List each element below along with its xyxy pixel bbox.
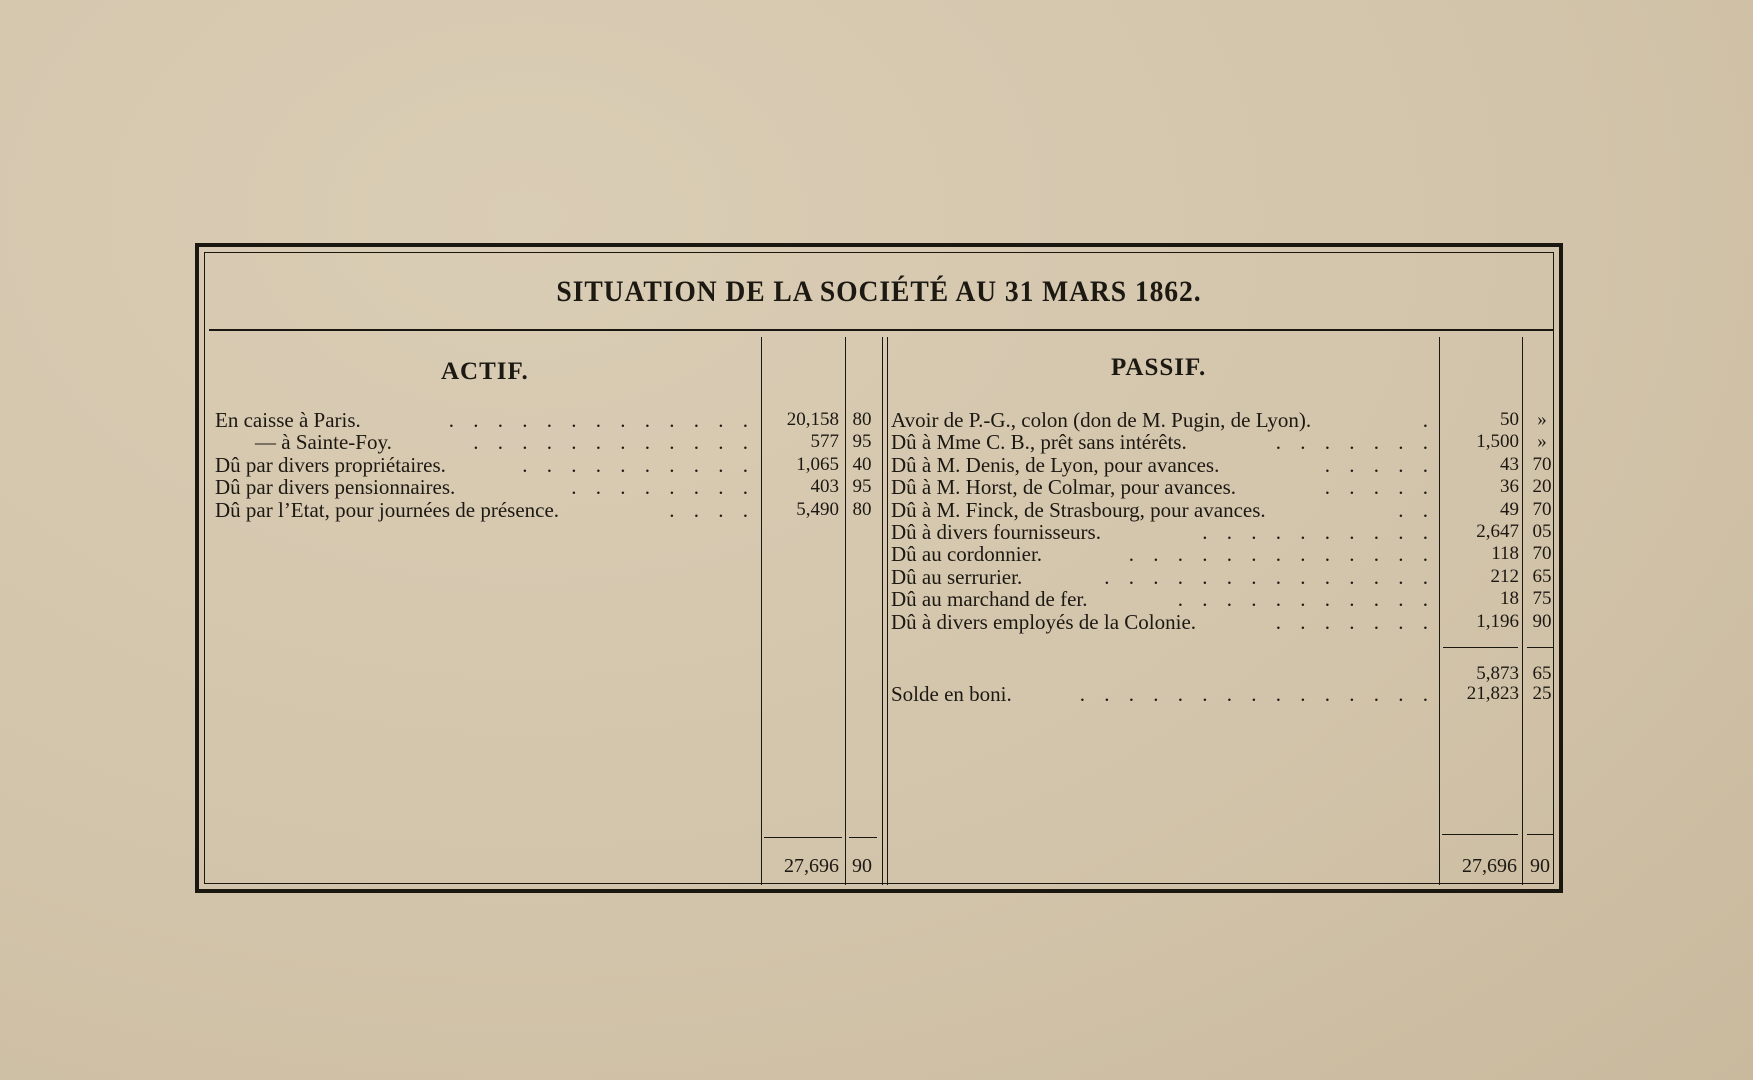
row-cents: 95 xyxy=(852,476,872,498)
row-amount: 1,196 xyxy=(1476,610,1519,632)
row-cents: 80 xyxy=(852,498,872,520)
passif-subtotal-cents: 65 xyxy=(1532,663,1552,684)
table-row xyxy=(891,611,1561,633)
row-cents: » xyxy=(1537,409,1547,430)
balance-sheet-table xyxy=(195,243,1563,893)
row-amount: 49 xyxy=(1500,498,1519,520)
leader-dots: . . . . . . . . . . xyxy=(1202,520,1435,544)
row-label: Dû par divers pensionnaires. xyxy=(215,475,456,500)
row-label: Dû à divers fournisseurs. xyxy=(891,519,1101,544)
row-label: Dû à Mme C. B., prêt sans intérêts. xyxy=(891,430,1187,455)
row-amount: 577 xyxy=(810,431,839,453)
passif-total-rule-amount xyxy=(1442,834,1518,835)
row-amount: 2,647 xyxy=(1476,520,1519,542)
row-cents: 65 xyxy=(1532,565,1552,587)
row-amount: 1,500 xyxy=(1476,431,1519,453)
actif-total-rule-amount xyxy=(764,837,842,838)
leader-dots: . . . . . . . . . . xyxy=(522,453,755,477)
row-cents: 70 xyxy=(1532,498,1552,520)
row-label: Dû à divers employés de la Colonie. xyxy=(891,609,1197,634)
row-amount: 212 xyxy=(1490,565,1519,587)
row-cents: 25 xyxy=(1532,683,1552,704)
passif-header: PASSIF. xyxy=(1111,354,1207,381)
actif-total-cents: 90 xyxy=(852,855,872,877)
row-cents: 80 xyxy=(852,409,872,430)
row-label: Dû au cordonnier. xyxy=(891,542,1043,567)
row-label: Solde en boni. xyxy=(891,682,1012,706)
row-label: Dû par divers propriétaires. xyxy=(215,452,446,477)
passif-solde xyxy=(891,683,1561,705)
leader-dots: . xyxy=(1422,409,1435,432)
title-divider xyxy=(209,329,1554,331)
leader-dots: . . . . . . . . . . . . xyxy=(473,431,755,454)
table-row xyxy=(215,454,895,476)
row-cents: 95 xyxy=(852,431,872,453)
row-label: Dû à M. Finck, de Strasbourg, pour avances. xyxy=(891,497,1266,522)
row-cents: 40 xyxy=(852,453,872,475)
row-cents: 05 xyxy=(1532,520,1552,542)
passif-subtotal-rule-amount xyxy=(1443,647,1518,648)
leader-dots: . . . . . . . . . . . . . xyxy=(448,409,755,432)
row-cents: » xyxy=(1537,431,1547,453)
table-row xyxy=(891,543,1561,565)
leader-dots: . . . . . . . xyxy=(1275,610,1435,633)
table-row xyxy=(891,521,1561,543)
row-label: En caisse à Paris. xyxy=(215,408,361,432)
passif-total-rule-cents xyxy=(1527,834,1553,835)
row-amount: 20,158 xyxy=(786,409,839,430)
row-amount: 403 xyxy=(810,476,839,498)
row-amount: 1,065 xyxy=(796,453,839,475)
leader-dots: . . . . xyxy=(669,498,755,521)
row-amount: 18 xyxy=(1500,588,1519,610)
passif-total-amount: 27,696 xyxy=(1462,855,1517,877)
passif-subtotal-amount: 5,873 xyxy=(1476,663,1519,684)
table-row xyxy=(891,431,1561,453)
table-row xyxy=(891,409,1561,431)
leader-dots: . . . . . . . . . . . . . . . xyxy=(1079,683,1435,706)
actif-rows xyxy=(215,409,895,521)
table-row xyxy=(891,588,1561,610)
row-cents: 70 xyxy=(1532,543,1552,565)
passif-subtotal-rule-cents xyxy=(1527,647,1553,648)
page-title: SITUATION DE LA SOCIÉTÉ AU 31 MARS 1862. xyxy=(556,275,1202,308)
table-row xyxy=(891,683,1561,705)
row-label: Dû à M. Denis, de Lyon, pour avances. xyxy=(891,452,1220,477)
row-label: Dû au marchand de fer. xyxy=(891,587,1088,612)
leader-dots: . . . . . xyxy=(1324,453,1435,477)
leader-dots: . . . . . . . . . . . . . . xyxy=(1104,565,1435,589)
row-amount: 50 xyxy=(1500,409,1519,430)
row-label: Dû au serrurier. xyxy=(891,564,1023,589)
row-cents: 90 xyxy=(1532,610,1552,632)
row-amount: 43 xyxy=(1500,453,1519,475)
table-row xyxy=(891,454,1561,476)
row-amount: 21,823 xyxy=(1466,683,1519,704)
leader-dots: . . xyxy=(1398,498,1435,521)
leader-dots: . . . . . . . . . . . xyxy=(1177,588,1435,611)
row-amount: 118 xyxy=(1491,543,1519,565)
row-cents: 20 xyxy=(1532,476,1552,498)
leader-dots: . . . . . . . xyxy=(1275,431,1435,454)
table-row xyxy=(891,499,1561,521)
leader-dots: . . . . . . . . . . . . . xyxy=(1128,543,1435,566)
row-label: Dû à M. Horst, de Colmar, pour avances. xyxy=(891,475,1236,500)
passif-rows xyxy=(891,409,1561,633)
leader-dots: . . . . . xyxy=(1324,476,1435,499)
row-label: Avoir de P.-G., colon (don de M. Pugin, de Lyon). xyxy=(891,408,1312,432)
actif-header: ACTIF. xyxy=(441,358,529,385)
row-cents: 70 xyxy=(1532,453,1552,475)
leader-dots: . . . . . . . . xyxy=(571,476,755,499)
passif-total-cents: 90 xyxy=(1530,855,1550,877)
row-cents: 75 xyxy=(1532,588,1552,610)
row-amount: 36 xyxy=(1500,476,1519,498)
actif-total-rule-cents xyxy=(849,837,877,838)
row-label: Dû par l’Etat, pour journées de présence. xyxy=(215,497,560,522)
row-label: — à Sainte-Foy. xyxy=(255,430,392,455)
table-row xyxy=(891,476,1561,498)
table-row xyxy=(891,566,1561,588)
table-row xyxy=(215,499,895,521)
actif-total-amount: 27,696 xyxy=(784,855,839,877)
table-row xyxy=(215,476,895,498)
table-row xyxy=(215,431,895,453)
row-amount: 5,490 xyxy=(796,498,839,520)
table-row xyxy=(215,409,895,431)
